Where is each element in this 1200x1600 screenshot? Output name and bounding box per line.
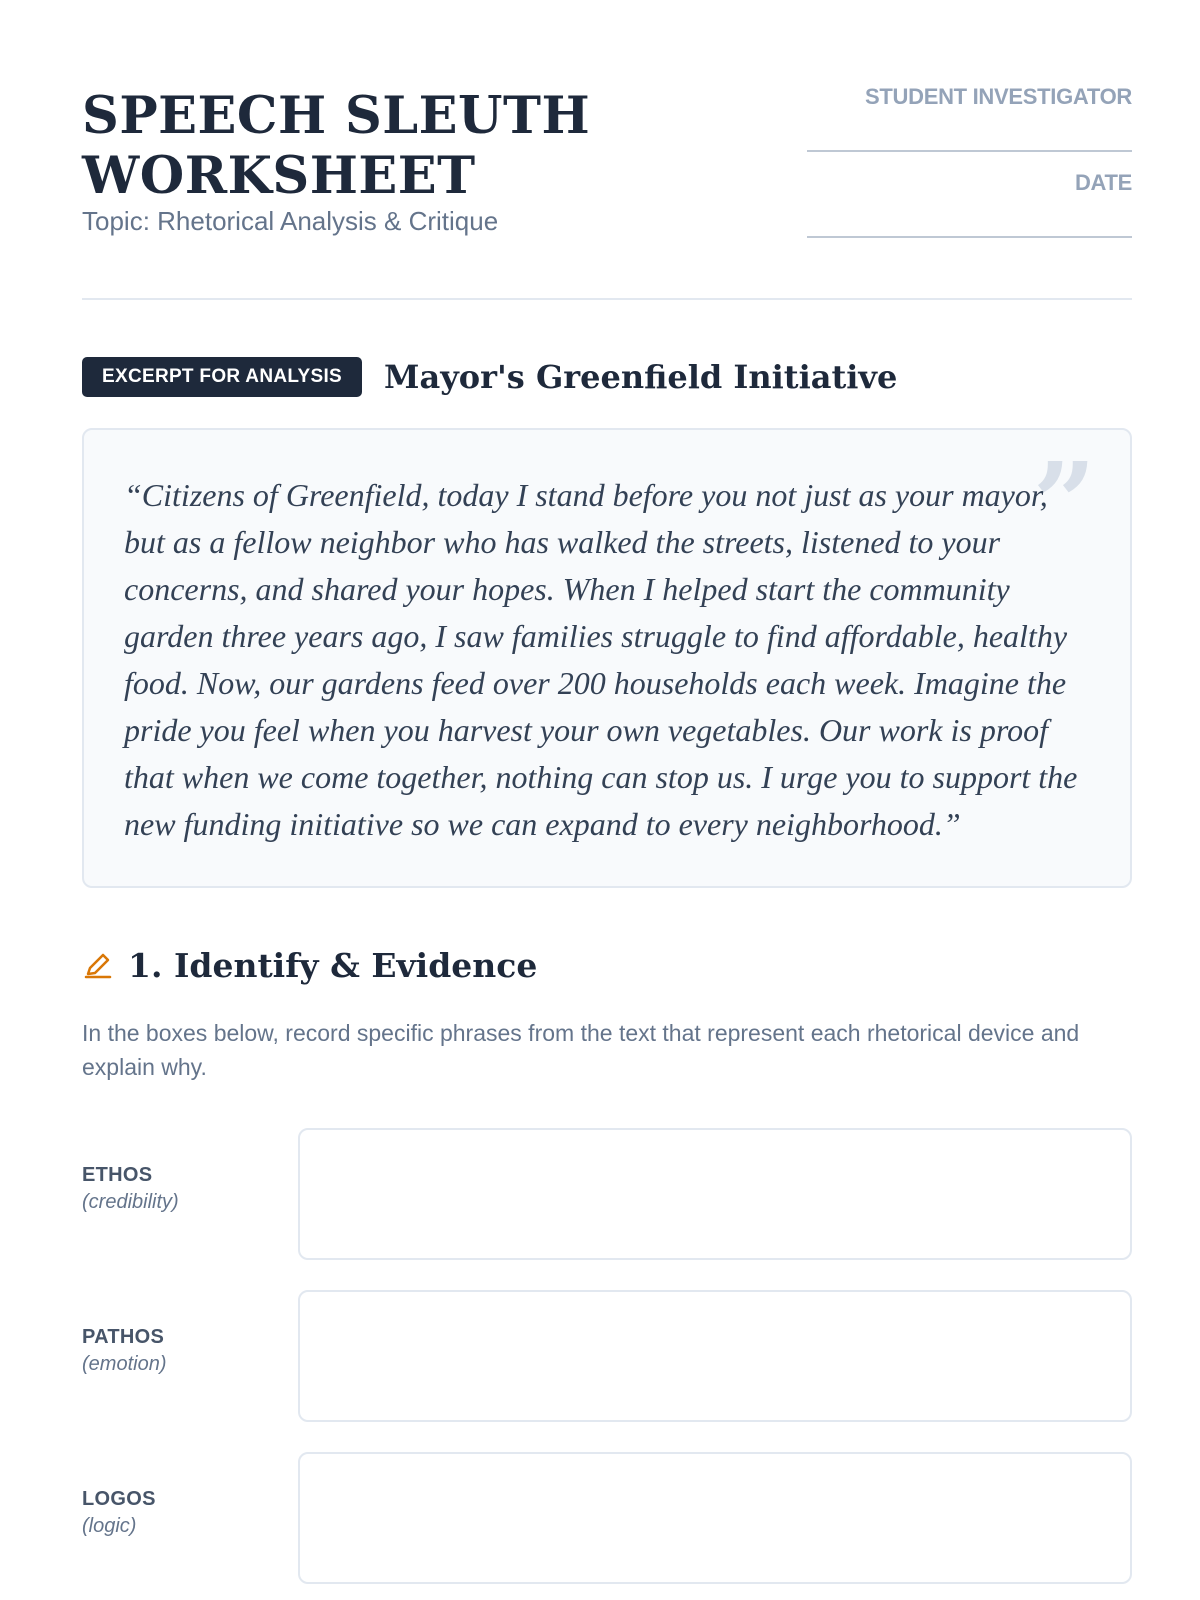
section-instructions: In the boxes below, record specific phrases from the text that represent each rhetorical device and explain why. [82, 1020, 1080, 1080]
logos-answer-box[interactable] [298, 1452, 1132, 1584]
pathos-row [82, 1290, 1132, 1422]
student-name-line[interactable] [807, 150, 1132, 152]
ethos-label [82, 1164, 179, 1214]
device-description: (credibility) [82, 1191, 179, 1213]
date-label: DATE [1074, 170, 1132, 195]
ethos-row [82, 1128, 1132, 1260]
section-1-header [82, 946, 537, 985]
title-line-1: SPEECH SLEUTH [82, 86, 591, 146]
section-title: 1. Identify & Evidence [128, 946, 538, 985]
quote-mark-icon: ” [1032, 438, 1096, 567]
title-line-2: WORKSHEET [82, 146, 476, 206]
device-name: ETHOS [82, 1164, 153, 1186]
student-meta [807, 82, 1132, 238]
worksheet-header [82, 0, 1132, 300]
excerpt-title: Mayor's Greenfield Initiative [384, 358, 898, 396]
pen-icon [82, 949, 116, 983]
excerpt-text: “Citizens of Greenfield, today I stand before you not just as your mayor, but as a fellow neighbor who has walked the streets, listened to your concerns, and shared your hopes. When I helped start the community garden three years ago, I saw families struggle to find affordable, healthy food. Now, our gardens feed over 200 households each week. Imagine the pride you feel when you harvest your own vegetables. Our work is proof that when we come together, nothing can stop us. I urge you to support the new funding initiative so we can expand to every neighborhood.” [124, 477, 1078, 842]
excerpt-header [82, 357, 897, 397]
student-investigator-label: STUDENT INVESTIGATOR [865, 84, 1132, 109]
pathos-label [82, 1326, 166, 1376]
excerpt-quote-box [82, 428, 1132, 888]
excerpt-badge: EXCERPT FOR ANALYSIS [82, 357, 362, 397]
device-description: (logic) [82, 1515, 137, 1537]
worksheet-page [82, 0, 1132, 1537]
date-line[interactable] [807, 236, 1132, 238]
logos-row [82, 1452, 1132, 1584]
device-description: (emotion) [82, 1353, 167, 1375]
device-name: PATHOS [82, 1326, 165, 1348]
logos-label [82, 1488, 156, 1538]
ethos-answer-box[interactable] [298, 1128, 1132, 1260]
page-title [82, 86, 590, 206]
topic-subtitle: Topic: Rhetorical Analysis & Critique [82, 206, 499, 236]
pathos-answer-box[interactable] [298, 1290, 1132, 1422]
device-name: LOGOS [82, 1488, 156, 1510]
